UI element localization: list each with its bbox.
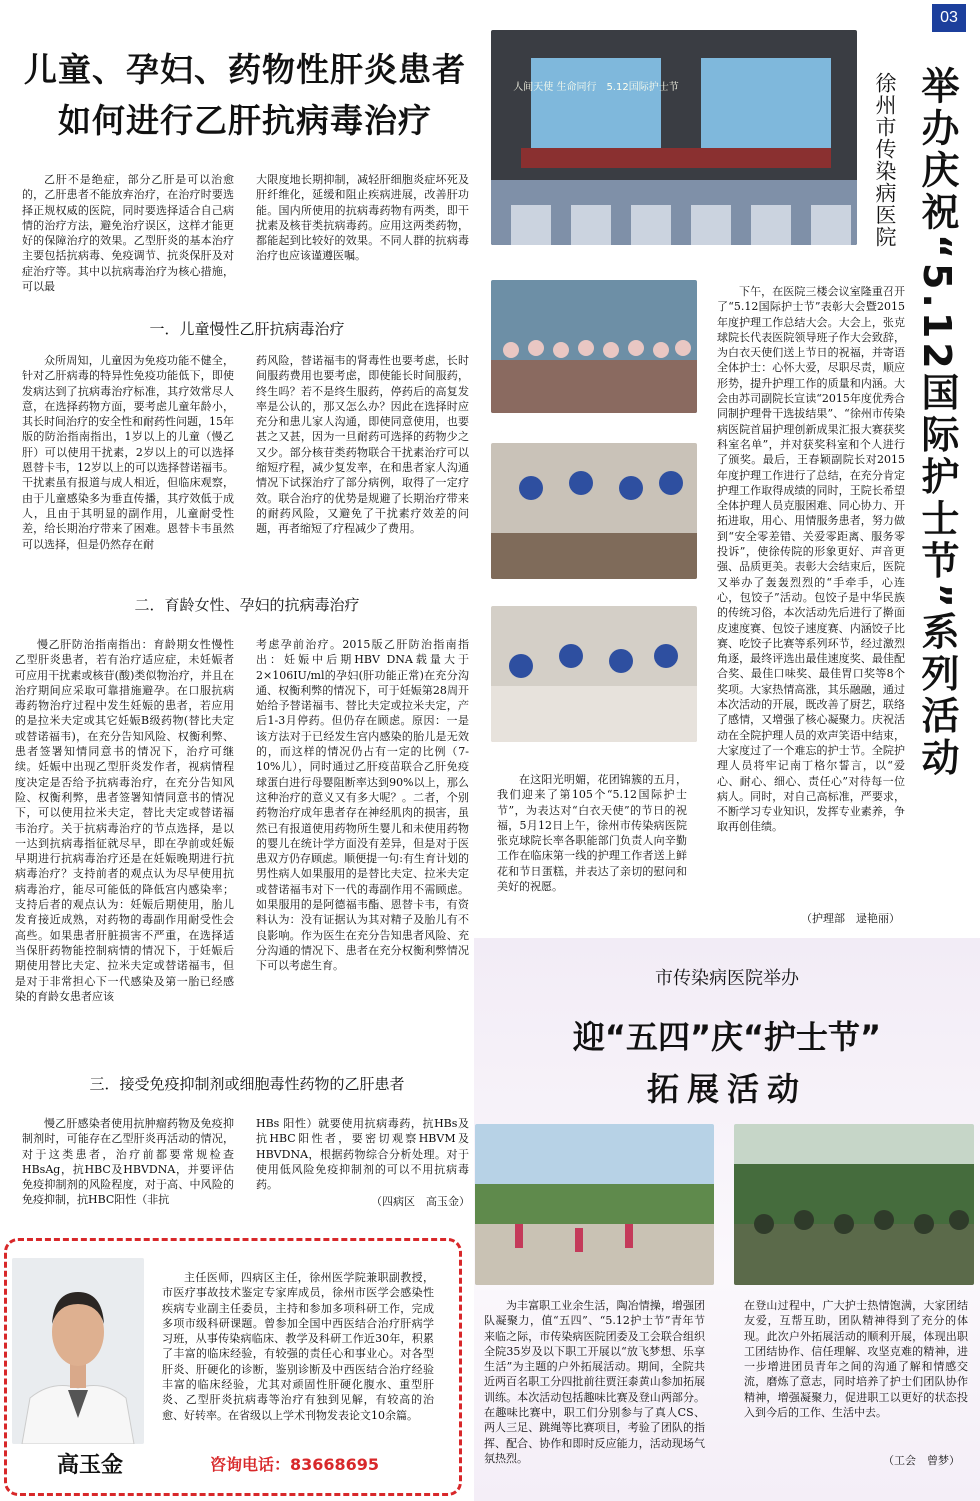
article2-vertical-title: 举办庆祝“5.12国际护士节”系列活动 <box>915 66 959 780</box>
doctor-bio: 主任医师，四病区主任，徐州医学院兼职副教授，市医疗事故技术鉴定专家库成员，徐州市医学会感染性疾病专业副主任委员，主持和参加多项科研工作，完成多项市级科研课题。曾参加全国中西医结合治疗肝病学习班，从事传染病临床、教学及科研工作近30年，积累了丰富的临床经验，有较强的责任心和事业心。对各型肝炎、肝硬化的诊断，鉴别诊断及中西医结合治疗经验丰富的临床经验，尤其对顽固性肝硬化腹水、重型肝炎、乙型肝炎抗病毒等治疗有独到见解，有较高的治愈、好转率。在省级以上学术刊物发表论文10余篇。 <box>162 1271 434 1422</box>
article1-intro-right: 大限度地长期抑制，减轻肝细胞炎症坏死及肝纤维化，延缓和阻止疾病进展，改善肝功能。国内所使用的抗病毒药物有两类，即干扰素及核苷类抗病毒药。应用这两类药物，都能起到比较好的效果。不同人群的抗病毒治疗也应该谨遵医嘱。 <box>256 173 469 263</box>
article1-title-line1: 儿童、孕妇、药物性肝炎患者 <box>24 50 466 89</box>
article2-author: （护理部 逯艳丽） <box>801 912 900 925</box>
section3-right: HBs 阳性）就要使用抗病毒药，抗HBs及抗HBC阳性者，要密切观察HBVM及HBVDNA，根据药物综合分析处理。对于使用低风险免疫抑制剂的可以不用抗病毒药。 <box>256 1117 469 1192</box>
section1-left: 众所周知，儿童因为免疫功能不健全，针对乙肝病毒的特异性免疫功能低下，即使发病达到了抗病毒治疗标准，其疗效常尽人意，在选择药物方面，要考虑儿童年龄小，其长时间治疗的安全性和耐药性问题，15年版的防治指南指出，1岁以上的儿童（慢乙肝）可以使用干扰素，2岁以上的可以选择恩替卡韦，12岁以上的可以选择替诺福韦。干扰素虽有报道与成人相近，但临床观察，由于儿童感染多为垂直传播，其疗效低于成人，且由于其明显的副作用，儿童耐受性差，给长期治疗带来了困难。恩替卡韦虽然可以选择，但是仍然存在耐 <box>22 354 234 551</box>
article3-author: （工会 曾梦） <box>883 1454 960 1467</box>
photo-award-group <box>491 280 697 413</box>
article3-col-left: 为丰富职工业余生活，陶冶情操，增强团队凝聚力，值“五四”、“5.12护士节”青年节来临之际，市传染病医院团委及工会联合组织全院35岁及以下职工开展以“放飞梦想、乐享生活”为主题的户外拓展活动。期间，全院共近两百名职工分四批前往贾汪桼黄山参加拓展训练。本次活动包括趣味比赛及登山两部分。在趣味比赛中，职工们分别参与了真人CS、两人三足、跳绳等比赛项目，考验了团队的指挥、配合、协作和即时反应能力，活动现场气氛热烈。 <box>484 1299 705 1465</box>
article3-col-right: 在登山过程中，广大护士热情饱满，大家团结友爱，互帮互助，团队精神得到了充分的体现。此次户外拓展活动的顺利开展，体现出职工团结协作、信任理解、攻坚克难的精神，进一步增进团员青年之间的沟通了解和情感交流，磨炼了意志，同时培养了护士们团队协作精神，增强凝聚力，促进职工以更好的状态投入到今后的工作、生活中去。 <box>744 1299 968 1420</box>
section1-right: 药风险，替诺福韦的肾毒性也要考虑，长时间服药费用也要考虑，即使能长时间服药，终生吗？若不是终生服药，停药后的高复发率是公认的，那又怎么办？因此在选择时应充分和患儿家人沟通，即使同意使用，也要甚之又甚，因为一旦耐药可选择的药物少之又少。部分核苷类药物联合干扰素治疗可以缩短疗程，减少复发率，在和患者家人沟通情况下试探治疗了部分病例，取得了一定疗效。联合治疗的优势是规避了长期治疗带来的耐药风险，又避免了干扰素疗效差的问题，再者缩短了疗程减少了费用。 <box>256 354 469 536</box>
section2-right: 考虑孕前治疗。2015版乙肝防治指南指出：妊娠中后期HBV DNA载量大于2×106IU/ml的孕妇(肝功能正常)在充分沟通、权衡利弊的情况下，可于妊娠第28周开始给予替诺福韦、替比夫定或拉米夫定，产后1-3月停药。但仍存在顾虑。原因：一是该方法对于已经发生宫内感染的胎儿是无效的，而这样的情况仍占有一定的比例（7-10%儿），同时通过乙肝疫苗联合乙肝免疫球蛋白进行母婴阻断率达到90%以上，那么这种治疗的意义又有多大呢？。二者，个别药物治疗成年患者存在神经肌肉的损害，虽然已有报道使用药物所生婴儿和未使用药物的婴儿在统计学方面没有差异，但是对于医患双方仍存顾虑。顺便提一句:有生育计划的男性病人如果服用的是替比夫定、拉米夫定或替诺福韦对下一代的毒副作用不需顾虑。如果服用的是阿德福韦酯、恩替卡韦，有资料认为：没有证据认为其对精子及胎儿有不良影响。作为医生在充分告知患者风险、充分沟通的情况下、患者在充分权衡利弊情况下可以考虑生育。 <box>256 638 469 973</box>
photo-mountain-group <box>734 1124 974 1285</box>
article3-title-line2: 拓展活动 <box>646 1070 807 1108</box>
article2-vertical-subtitle: 徐州市传染病医院 <box>873 72 897 248</box>
doctor-name: 高玉金 <box>56 1453 123 1478</box>
article1-author: （四病区 高玉金） <box>371 1195 470 1208</box>
article1-intro-left: 乙肝不是绝症，部分乙肝是可以治愈的，乙肝患者不能放弃治疗，在治疗时要选择正规权威的医院，同时要选择适合自己病情的治疗方法，避免治疗误区，这样才能更好的保障治疗的效果。乙型肝炎的基本治疗主要包括抗病毒、免疫调节、抗炎保肝及对症治疗等。其中以抗病毒治疗为核心措施，可以最 <box>22 173 234 294</box>
photo-dumplings-1 <box>491 443 697 579</box>
photo-ceremony <box>491 30 857 245</box>
article3-kicker: 市传染病医院举办 <box>655 968 799 989</box>
page-number: 03 <box>932 4 966 32</box>
article2-col-mid: 在这阳光明媚，花团锦簇的五月，我们迎来了第105个“5.12国际护士节”，为表达对“白衣天使”的节日的祝福，5月12日上午，徐州市传染病医院张克球院长率各职能部门负责人向辛勤工作在临床第一线的护理工作者送上鲜花和节日蛋糕，并表达了亲切的慰问和美好的祝愿。 <box>497 773 687 894</box>
doctor-phone: 咨询电话：83668695 <box>210 1455 380 1474</box>
section1-heading: 一．儿童慢性乙肝抗病毒治疗 <box>149 320 345 338</box>
article2-col-right: 下午，在医院三楼会议室隆重召开了“5.12国际护士节”表彰大会暨2015年度护理工作总结大会。大会上，张克球院长代表医院领导班子作大会致辞，为白衣天使们送上节日的祝福，并寄语全体护士：心怀大爱，尽职尽责，顺应形势，提升护理工作的质量和内涵。大会由苏司副院长宣读“2015年度优秀合同制护理骨干选拔结果”、“徐州市传染病医院首届护理创新成果汇报大赛获奖科室名单”，并对获奖科室和个人进行了颁奖。最后，王春颖副院长对2015年度护理工作进行了总结，在充分肯定护理工作取得成绩的同时，王院长希望全体护理人员克服困难、同心协力、开拓进取，用心、用情服务患者，努力做到“安全零差错、关爱零距离、服务零投诉”，使徐传院的形象更好、声音更强、品质更美。表彰大会结束后，医院又举办了轰轰烈烈的“手牵手，心连心，包饺子”活动。包饺子是中华民族的传统习俗，本次活动先后进行了擀面皮速度赛、包饺子速度赛、内涵饺子比赛、吃饺子比赛等系列环节，经过激烈角逐，最终评选出最佳速度奖、最佳配合奖、最佳口味奖、最佳胃口奖等8个奖项。大家热情高涨，其乐融融，通过本次活动的开展，既改善了厨艺，联络了感情，又增强了核心凝聚力。庆祝活动在全院护理人员的欢声笑语中结束，大家度过了一个难忘的护士节。全院护理人员将牢记南丁格尔誓言，以“爱心、耐心、细心、责任心”对待每一位病人。同时，对自己高标准，严要求，不断学习专业知识，发挥专业素养，争取再创佳绩。 <box>717 285 905 834</box>
photo-outdoor-event <box>475 1124 714 1285</box>
section3-left: 慢乙肝感染者使用抗肿瘤药物及免疫抑制剂时，可能存在乙型肝炎再活动的情况，对于这类患者，治疗前都要常规检查HBsAg，抗HBC及HBVDNA，并要评估免疫抑制剂的风险程度，对于高、中风险的免疫抑制，抗HBC阳性（非抗 <box>22 1117 234 1207</box>
doctor-photo <box>12 1258 144 1444</box>
banner-text-left: 人间天使 生命同行 5.12国际护士节 <box>513 82 679 93</box>
section3-heading: 三．接受免疫抑制剂或细胞毒性药物的乙肝患者 <box>89 1075 405 1093</box>
photo-dumplings-2 <box>491 606 697 742</box>
article1-title-line2: 如何进行乙肝抗病毒治疗 <box>58 101 432 140</box>
section2-left: 慢乙肝防治指南指出：育龄期女性慢性乙型肝炎患者，若有治疗适应症，未妊娠者可应用干扰素或核苷(酸)类似物治疗，并且在治疗期间应采取可靠措施避孕。在口服抗病毒药物治疗过程中发生妊娠的患者，若应用的是拉米夫定或其它妊娠B级药物(替比夫定或替诺福韦)，在充分告知风险、权衡利弊、患者签署知情同意书的情况下，治疗可继续。妊娠中出现乙型肝炎发作者，视病情程度决定是否给予抗病毒治疗，在充分告知风险、权衡利弊，患者签署知情同意书的情况下，可以使用拉米夫定，替比夫定或替诺福韦治疗。关于抗病毒治疗的节点选择，是以一达到抗病毒指征就尽早，即在孕前或妊娠早期进行抗病毒治疗还是在妊娠晚期进行抗病毒治疗？支持前者的观点认为尽早使用抗病毒治疗，能尽可能低的降低宫内感染率；支持后者的观点认为：妊娠后期使用，胎儿发育接近成熟，对药物的毒副作用耐受性会高些。如果患者肝脏损害不严重，在选择适当保肝药物能控制病情的情况下，于妊娠后期使用替比夫定、拉米夫定或替诺福韦，但是对于非常担心下一代感染及第一胎已经感染的育龄女患者应该 <box>15 638 234 1003</box>
section2-heading: 二．育龄女性、孕妇的抗病毒治疗 <box>134 596 360 614</box>
article3-title-line1: 迎“五四”庆“护士节” <box>572 1018 882 1056</box>
